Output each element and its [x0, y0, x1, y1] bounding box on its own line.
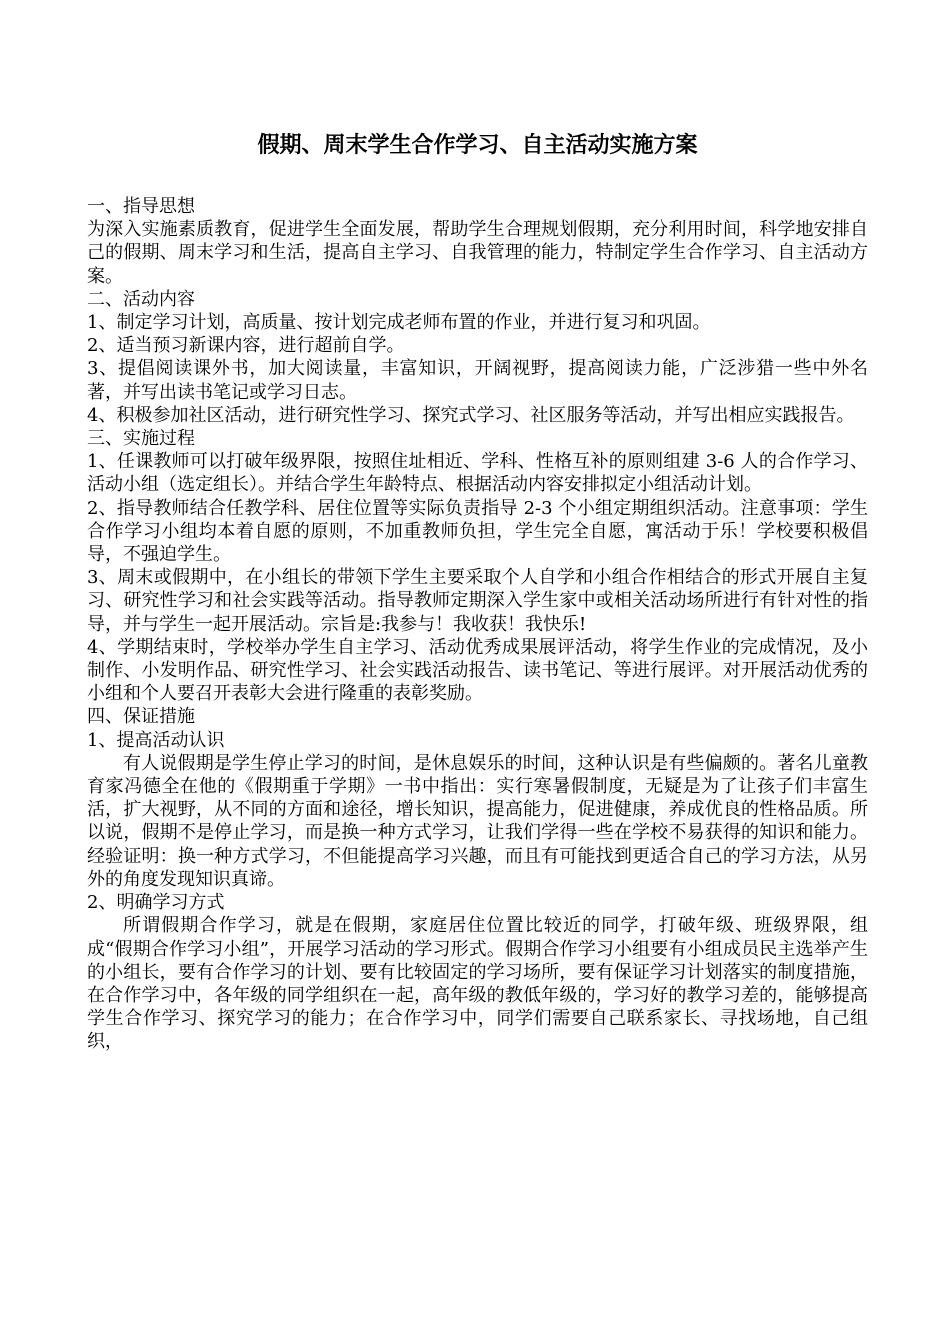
section-line: 1、制定学习计划，高质量、按计划完成老师布置的作业，并进行复习和巩固。 [87, 312, 711, 334]
body-paragraph: 所谓假期合作学习，就是在假期，家庭居住位置比较近的同学，打破年级、班级界限，组成“假期合作学习小组”，开展学习活动的学习形式。假期合作学习小组要有小组成员民主选举产生的小组长，要有合作学习的计划、要有比较固定的学习场所，要有保证学习计划落实的制度措施，在合作学习中，各年级的同学组织在一起，高年级的教低年级的，学习好的教学习差的，能够提高学生合作学习、探究学习的能力；在合作学习中，同学们需要自己联系家长、寻找场地，自己组织， [87, 915, 868, 1053]
section-line: 3、提倡阅读课外书，加大阅读量，丰富知识，开阔视野，提高阅读力能，广泛涉猎一些中外名著，并写出读书笔记或学习日志。 [87, 358, 868, 403]
section-line: 4、学期结束时，学校举办学生自主学习、活动优秀成果展评活动，将学生作业的完成情况，及小制作、小发明作品、研究性学习、社会实践活动报告、读书笔记、等进行展评。对开展活动优秀的小组和个人要召开表彰大会进行隆重的表彰奖励。 [87, 636, 868, 705]
section-line: 1、提高活动认识 [87, 729, 225, 751]
section-line: 为深入实施素质教育，促进学生全面发展，帮助学生合理规划假期，充分利用时间，科学地安排自己的假期、周末学习和生活，提高自主学习、自我管理的能力，特制定学生合作学习、自主活动方案。 [87, 219, 868, 287]
section-line: 四、保证措施 [87, 706, 195, 728]
body-paragraph: 有人说假期是学生停止学习的时间，是休息娱乐的时间，这种认识是有些偏颇的。著名儿童教育家冯德全在他的《假期重于学期》一书中指出：实行寒暑假制度，无疑是为了让孩子们丰富生活，扩大视野，从不同的方面和途径，增长知识，提高能力，促进健康，养成优良的性格品质。所以说，假期不是停止学习，而是换一种方式学习，让我们学得一些在学校不易获得的知识和能力。经验证明：换一种方式学习，不但能提高学习兴趣，而且有可能找到更适合自己的学习方法，从另外的角度发现知识真谛。 [87, 752, 868, 890]
section-line: 2、明确学习方式 [87, 892, 225, 914]
section-line: 1、任课教师可以打破年级界限，按照住址相近、学科、性格互补的原则组建 3-6 人的合作学习、活动小组（选定组长）。并结合学生年龄特点、根据活动内容安排拟定小组活动计划。 [87, 451, 868, 496]
section-line: 三、实施过程 [87, 428, 195, 450]
section-line: 2、适当预习新课内容，进行超前自学。 [87, 335, 405, 357]
section-line: 4、积极参加社区活动，进行研究性学习、探究式学习、社区服务等活动，并写出相应实践报告。 [87, 404, 855, 426]
section-line: 3、周末或假期中，在小组长的带领下学生主要采取个人自学和小组合作相结合的形式开展自主复习、研究性学习和社会实践等活动。指导教师定期深入学生家中或相关活动场所进行有针对性的指导，并与学生一起开展活动。宗旨是:我参与！我收获！我快乐! [87, 567, 868, 635]
section-line: 一、指导思想 [87, 196, 195, 217]
document-title: 假期、周末学生合作学习、自主活动实施方案 [257, 133, 698, 158]
section-line: 二、活动内容 [87, 288, 195, 310]
section-line: 2、指导教师结合任教学科、居住位置等实际负责指导 2-3 个小组定期组织活动。注意事项：学生合作学习小组均本着自愿的原则，不加重教师负担，学生完全自愿，寓活动于乐！学校要积极倡导，不强迫学生。 [87, 497, 868, 566]
document-body [87, 195, 868, 1054]
